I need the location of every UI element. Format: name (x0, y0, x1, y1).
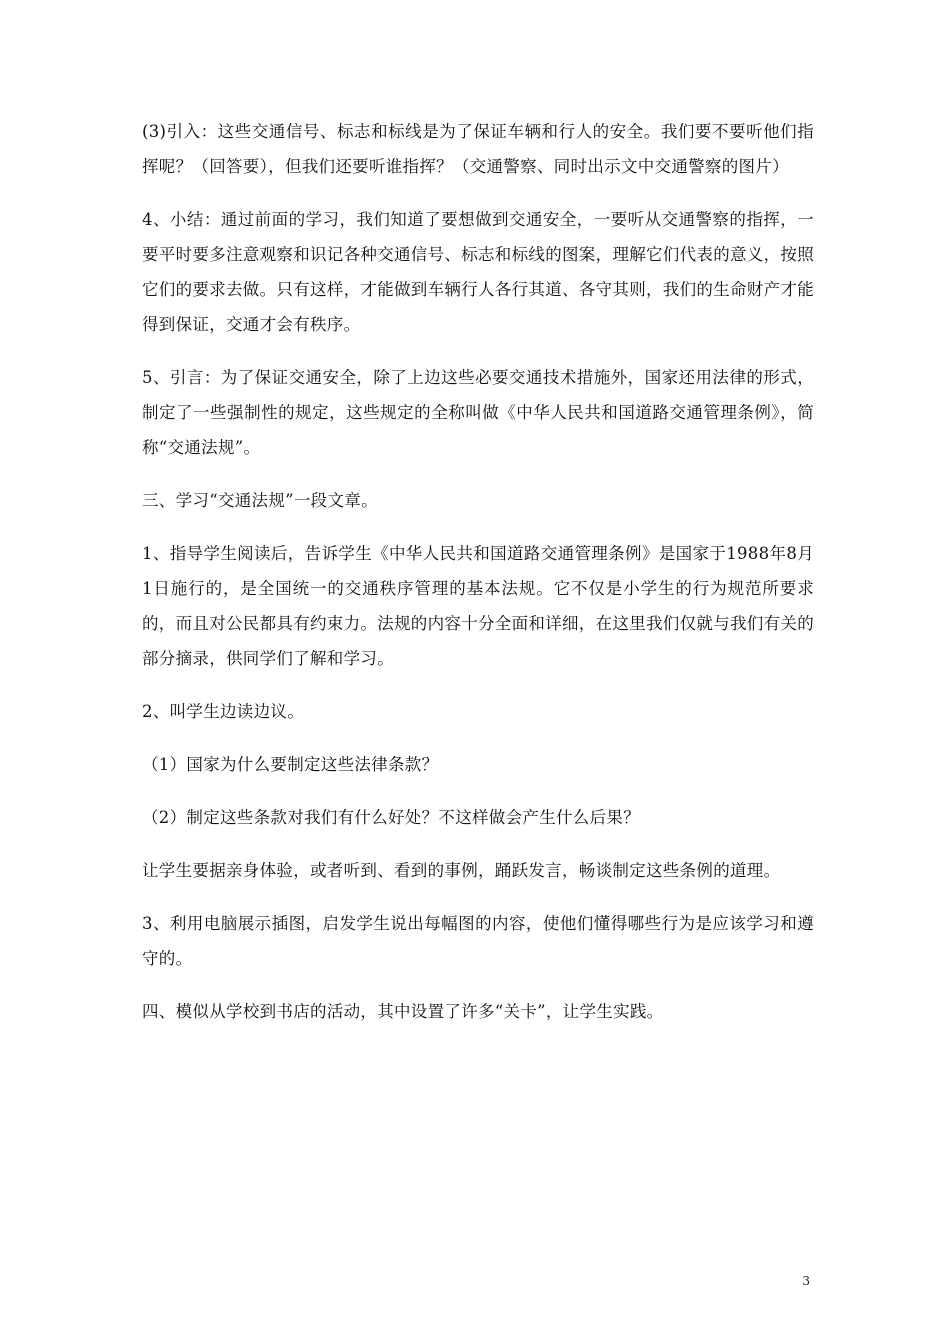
paragraph-item-2: 2、叫学生边读边议。 (142, 702, 304, 721)
paragraph-discussion: 让学生要据亲身体验，或者听到、看到的事例，踊跃发言，畅谈制定这些条例的道理。 (142, 861, 781, 880)
section-heading-3: 三、学习“交通法规”一段文章。 (142, 491, 378, 510)
paragraph-item-1: 1、指导学生阅读后，告诉学生《中华人民共和国道路交通管理条例》是国家于1988年8月1日施行的，是全国统一的交通秩序管理的基本法规。它不仅是小学生的行为规范所要求的，而且对公民都具有约束力。法规的内容十分全面和详细，在这里我们仅就与我们有关的部分摘录，供同学们了解和学习。 (142, 544, 814, 668)
section-heading-4: 四、模似从学校到书店的活动，其中设置了许多“关卡”，让学生实践。 (142, 1002, 664, 1021)
paragraph-intro-3: (3)引入：这些交通信号、标志和标线是为了保证车辆和行人的安全。我们要不要听他们指挥呢？（回答要），但我们还要听谁指挥？（交通警察、同时出示文中交通警察的图片） (142, 122, 814, 176)
body-text (142, 114, 814, 1029)
paragraph-summary-4: 4、小结：通过前面的学习，我们知道了要想做到交通安全，一要听从交通警察的指挥，一要平时要多注意观察和识记各种交通信号、标志和标线的图案，理解它们代表的意义，按照它们的要求去做。只有这样，才能做到车辆行人各行其道、各守其则，我们的生命财产才能得到保证，交通才会有秩序。 (142, 210, 814, 334)
question-2: （2）制定这些条款对我们有什么好处？不这样做会产生什么后果？ (142, 808, 640, 827)
paragraph-preface-5: 5、引言：为了保证交通安全，除了上边这些必要交通技术措施外，国家还用法律的形式，制定了一些强制性的规定，这些规定的全称叫做《中华人民共和国道路交通管理条例》，简称“交通法规”。 (142, 368, 814, 457)
paragraph-item-3: 3、利用电脑展示插图，启发学生说出每幅图的内容，使他们懂得哪些行为是应该学习和遵守的。 (142, 914, 814, 968)
question-1: （1）国家为什么要制定这些法律条款？ (142, 755, 439, 774)
page-number: 3 (802, 1274, 810, 1288)
